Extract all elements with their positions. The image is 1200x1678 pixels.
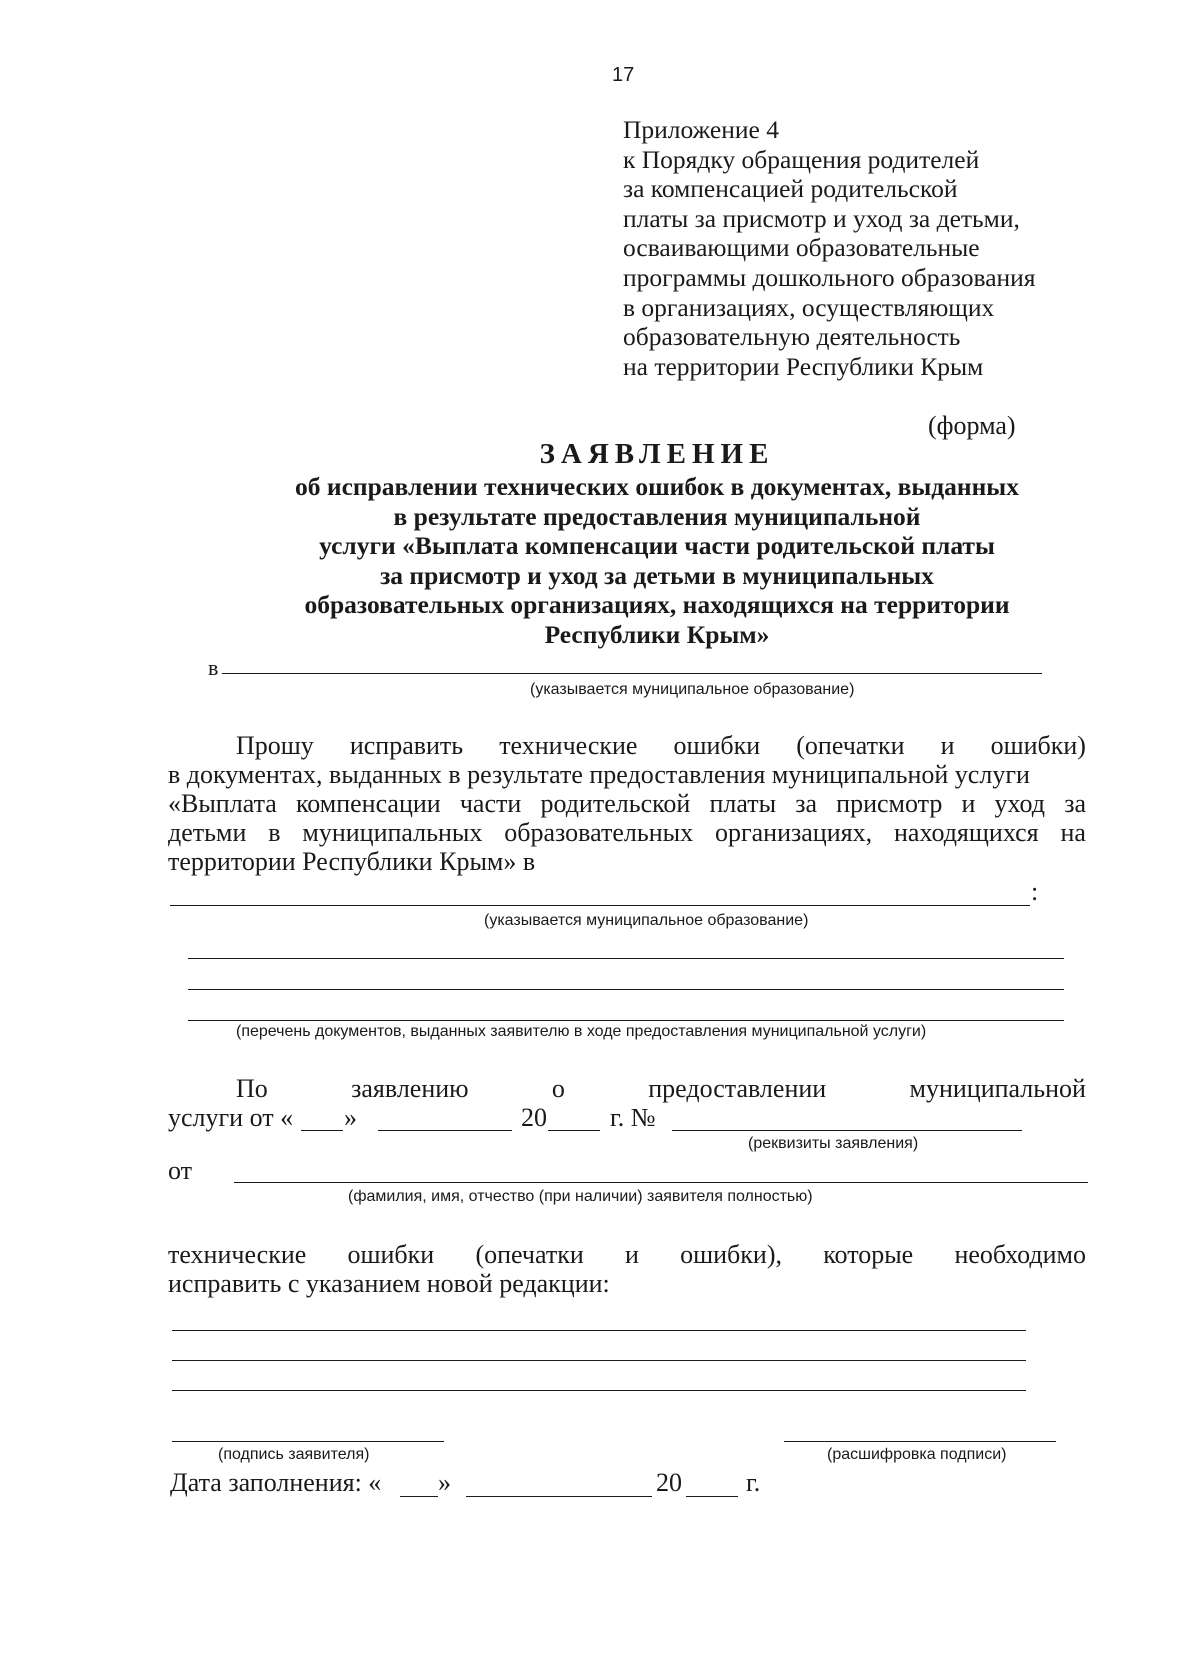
applicant-name-field[interactable]: [234, 1182, 1088, 1183]
statement-line-1: По заявлению о предоставлении муниципальной: [236, 1074, 1086, 1103]
municipality-caption-1: (указывается муниципальное образование): [530, 681, 855, 698]
date-year-suffix: г.: [746, 1468, 761, 1497]
documents-field-1[interactable]: [188, 958, 1064, 959]
colon: :: [1031, 877, 1039, 906]
appendix-line: к Порядку обращения родителей: [623, 144, 980, 174]
appendix-line: за компенсацией родительской: [623, 174, 958, 204]
recipient-prefix: в: [208, 655, 219, 680]
municipality-field-2[interactable]: [170, 905, 1030, 906]
signature-decoding-field[interactable]: [784, 1441, 1056, 1442]
document-subtitle: [0, 472, 1200, 650]
appendix-line: образовательную деятельность: [623, 322, 961, 352]
date-label: Дата заполнения: «: [170, 1468, 382, 1497]
statement-year-field[interactable]: [548, 1130, 600, 1131]
documents-field-2[interactable]: [188, 989, 1064, 990]
municipality-caption-2: (указывается муниципальное образование): [484, 912, 809, 929]
appendix-line: программы дошкольного образования: [623, 262, 1036, 292]
statement-number-label: г. №: [610, 1103, 656, 1132]
correction-field-1[interactable]: [172, 1330, 1026, 1331]
body-line-2: в документах, выданных в результате предоставления муниципальной услуги: [168, 760, 1030, 789]
body-line-3: «Выплата компенсации части родительской платы за присмотр и уход за: [168, 789, 1086, 818]
subtitle-line: образовательных организациях, находящихся на территории: [304, 590, 1010, 620]
documents-caption: (перечень документов, выданных заявителю в ходе предоставления муниципальной услуги): [236, 1023, 927, 1040]
applicant-caption: (фамилия, имя, отчество (при наличии) заявителя полностью): [348, 1188, 813, 1205]
subtitle-line: Республики Крым»: [544, 619, 770, 649]
statement-quote-close: »: [344, 1103, 357, 1132]
statement-number-field[interactable]: [672, 1130, 1022, 1131]
date-month-field[interactable]: [466, 1496, 652, 1497]
date-day-field[interactable]: [400, 1496, 438, 1497]
statement-month-field[interactable]: [378, 1130, 512, 1131]
subtitle-line: за присмотр и уход за детьми в муниципальных: [380, 560, 934, 590]
signature-decoding-caption: (расшифровка подписи): [827, 1446, 1007, 1463]
form-label: (форма): [928, 411, 1016, 440]
appendix-line: Приложение 4: [623, 115, 779, 144]
subtitle-line: в результате предоставления муниципальной: [393, 501, 921, 531]
documents-field-3[interactable]: [188, 1020, 1064, 1021]
correction-field-2[interactable]: [172, 1360, 1026, 1361]
date-year-prefix: 20: [656, 1468, 682, 1497]
appendix-header: [623, 115, 1036, 381]
correction-field-3[interactable]: [172, 1390, 1026, 1391]
body-line-4: детьми в муниципальных образовательных организациях, находящихся на: [168, 818, 1086, 847]
appendix-line: платы за присмотр и уход за детьми,: [623, 203, 1020, 233]
services-from-label: услуги от «: [168, 1103, 294, 1132]
statement-day-field[interactable]: [301, 1130, 343, 1131]
subtitle-line: услуги «Выплата компенсации части родительской платы: [319, 531, 995, 561]
subtitle-line: об исправлении технических ошибок в документах, выданных: [295, 472, 1019, 501]
date-year-field[interactable]: [686, 1496, 738, 1497]
corrections-line-1: технические ошибки (опечатки и ошибки), которые необходимо: [168, 1240, 1086, 1269]
body-line-1: Прошу исправить технические ошибки (опечатки и ошибки): [236, 731, 1086, 760]
from-label: от: [168, 1156, 193, 1185]
body-line-5: территории Республики Крым» в: [168, 847, 536, 876]
signature-field[interactable]: [172, 1441, 444, 1442]
corrections-line-2: исправить с указанием новой редакции:: [168, 1269, 610, 1298]
requisites-caption: (реквизиты заявления): [748, 1135, 919, 1152]
document-title: ЗАЯВЛЕНИЕ: [539, 438, 775, 470]
appendix-line: на территории Республики Крым: [623, 351, 984, 381]
appendix-line: осваивающими образовательные: [623, 233, 980, 263]
municipality-field-1[interactable]: [222, 673, 1042, 674]
date-quote-close: »: [438, 1468, 451, 1497]
page-number: 17: [612, 64, 635, 86]
signature-caption: (подпись заявителя): [218, 1446, 370, 1463]
statement-year-prefix: 20: [521, 1103, 547, 1132]
appendix-line: в организациях, осуществляющих: [623, 292, 995, 322]
